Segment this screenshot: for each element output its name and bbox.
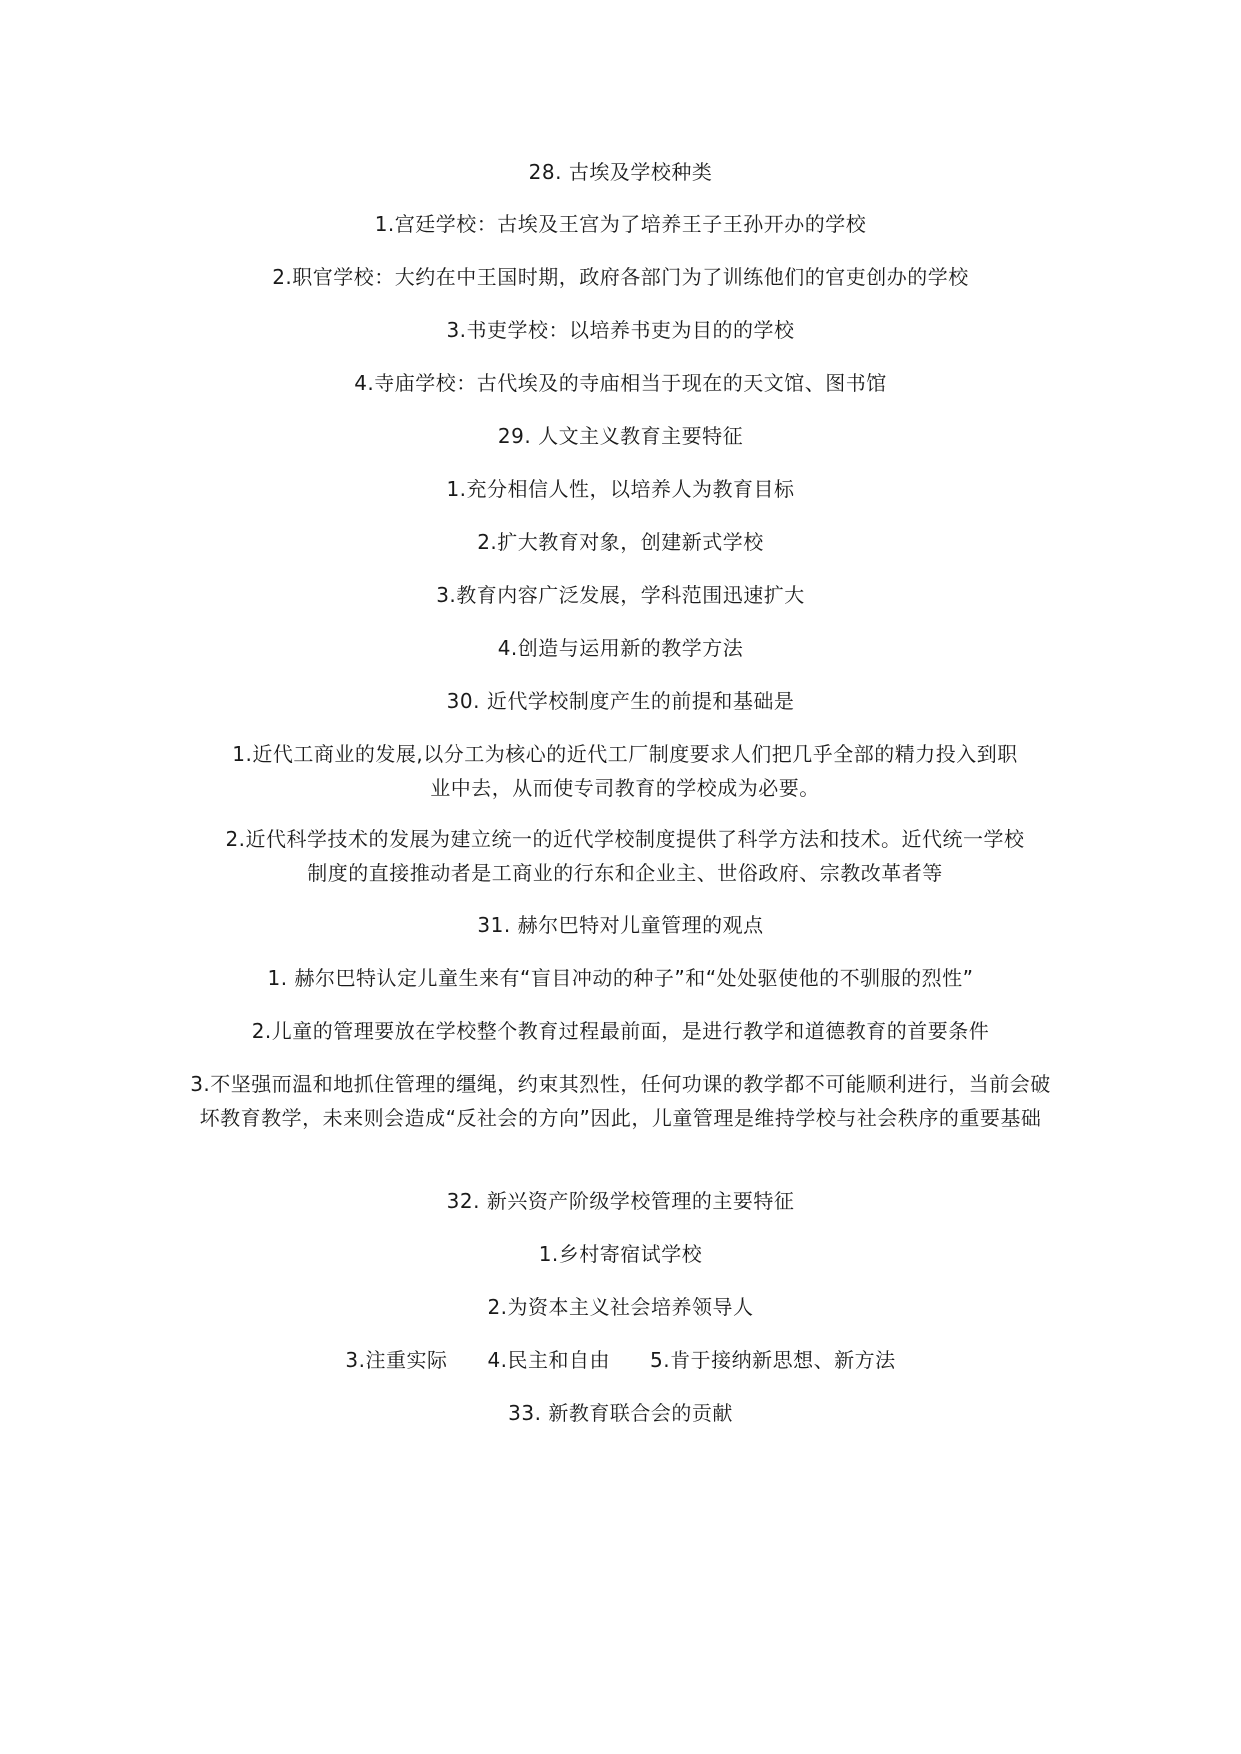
inline-list bbox=[180, 1343, 1061, 1377]
list-item: 1.宫廷学校：古埃及王宫为了培养王子王孙开办的学校 bbox=[374, 212, 867, 236]
list-item: 3.不坚强而温和地抓住管理的缰绳，约束其烈性，任何功课的教学都不可能顺利进行，当前会破坏教育教学，未来则会造成“反社会的方向”因此，儿童管理是维持学校与社会秩序的重要基础 bbox=[190, 1072, 1051, 1130]
list-item: 2.为资本主义社会培养领导人 bbox=[487, 1295, 754, 1319]
section-heading: 32. 新兴资产阶级学校管理的主要特征 bbox=[446, 1189, 795, 1213]
section-heading: 30. 近代学校制度产生的前提和基础是 bbox=[446, 689, 795, 713]
list-item: 2.儿童的管理要放在学校整个教育过程最前面，是进行教学和道德教育的首要条件 bbox=[251, 1019, 990, 1043]
list-item: 5.肯于接纳新思想、新方法 bbox=[650, 1348, 896, 1372]
list-item: 4.民主和自由 bbox=[487, 1348, 611, 1372]
list-item: 3.注重实际 bbox=[345, 1348, 448, 1372]
section-heading: 31. 赫尔巴特对儿童管理的观点 bbox=[477, 913, 764, 937]
list-item: 3.教育内容广泛发展，学科范围迅速扩大 bbox=[436, 583, 805, 607]
list-item: 4.创造与运用新的教学方法 bbox=[497, 636, 744, 660]
list-item: 2.扩大教育对象，创建新式学校 bbox=[477, 530, 764, 554]
list-item: 3.书吏学校：以培养书吏为目的的学校 bbox=[446, 318, 795, 342]
section-heading: 29. 人文主义教育主要特征 bbox=[497, 424, 744, 448]
list-item: 1.近代工商业的发展,以分工为核心的近代工厂制度要求人们把几乎全部的精力投入到职业中去，从而使专司教育的学校成为必要。 bbox=[232, 742, 1018, 800]
section-heading: 28. 古埃及学校种类 bbox=[528, 160, 713, 184]
list-item: 1.乡村寄宿试学校 bbox=[538, 1242, 703, 1266]
list-item: 2.职官学校：大约在中王国时期，政府各部门为了训练他们的官吏创办的学校 bbox=[272, 265, 969, 289]
list-item: 1.充分相信人性，以培养人为教育目标 bbox=[446, 477, 795, 501]
list-item: 4.寺庙学校：古代埃及的寺庙相当于现在的天文馆、图书馆 bbox=[354, 371, 887, 395]
list-item: 2.近代科学技术的发展为建立统一的近代学校制度提供了科学方法和技术。近代统一学校制度的直接推动者是工商业的行东和企业主、世俗政府、宗教改革者等 bbox=[225, 827, 1025, 885]
list-item: 1. 赫尔巴特认定儿童生来有“盲目冲动的种子”和“处处驱使他的不驯服的烈性” bbox=[267, 966, 974, 990]
section-heading: 33. 新教育联合会的贡献 bbox=[508, 1401, 733, 1425]
